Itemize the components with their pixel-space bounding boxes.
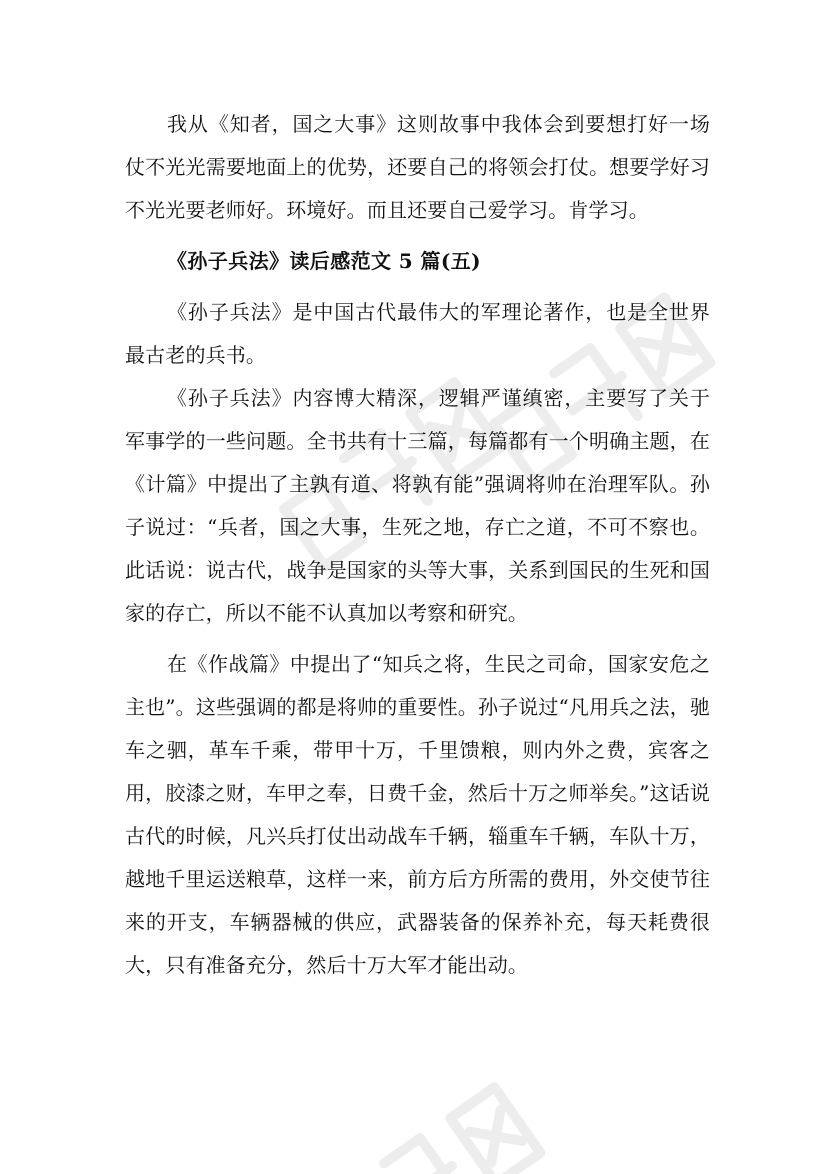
document-body: [125, 103, 710, 995]
paragraph-4: 在《作战篇》中提出了“知兵之将，生民之司命，国家安危之主也”。这些强调的都是将帅的重要性。孙子说过“凡用兵之法，驰车之驷，革车千乘，带甲十万，千里馈粮，则内外之费，宾客之用，胶漆之财，车甲之奉，日费千金，然后十万之师举矣。”这话说古代的时候，凡兴兵打仗出动战车千辆，辎重车千辆，车队十万，越地千里运送粮草，这样一来，前方后方所需的费用，外交使节往来的开支，车辆器械的供应，武器装备的保养补充，每天耗费很大，只有准备充分，然后十万大军才能出动。: [125, 652, 710, 977]
watermark-stamp-icon: [280, 1044, 579, 1174]
section-heading: 《孙子兵法》读后感范文 5 篇(五): [167, 249, 481, 273]
paragraph-3: 《孙子兵法》内容博大精深，逻辑严谨缜密，主要写了关于军事学的一些问题。全书共有十三篇，每篇都有一个明确主题，在《计篇》中提出了主孰有道、将孰有能”强调将帅在治理军队。孙子说过：“兵者，国之大事，生死之地，存亡之道，不可不察也。此话说：说古代，战争是国家的头等大事，关系到国民的生死和国家的存亡，所以不能不认真加以考察和研究。: [125, 386, 710, 625]
paragraph-2: 《孙子兵法》是中国古代最伟大的军理论著作，也是全世界最古老的兵书。: [125, 300, 710, 367]
paragraph-1: 我从《知者，国之大事》这则故事中我体会到要想打好一场仗不光光需要地面上的优势，还要自己的将领会打仗。想要学好习不光光要老师好。环境好。而且还要自己爱学习。肯学习。: [125, 112, 710, 222]
